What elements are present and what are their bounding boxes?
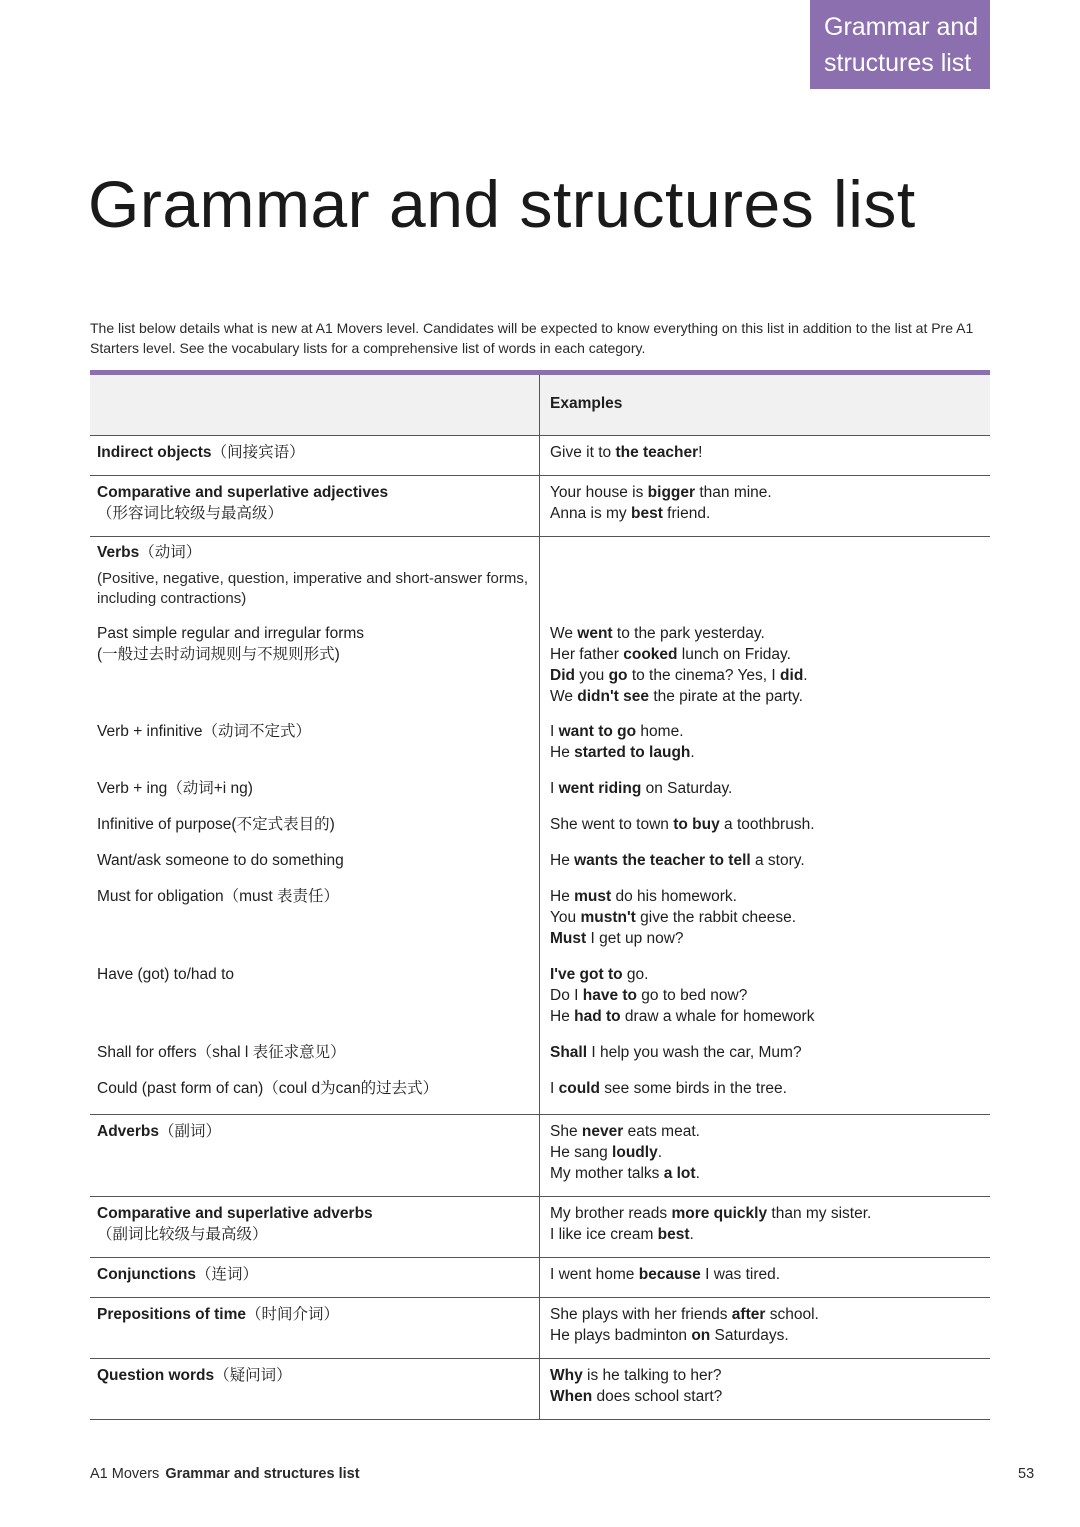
- bold-text: had to: [574, 1008, 621, 1025]
- bold-text: after: [731, 1306, 766, 1323]
- table-row: [90, 537, 990, 569]
- example-line: [550, 850, 990, 871]
- structure-line: [97, 886, 539, 907]
- structure-line: [97, 814, 539, 835]
- text-run: He: [550, 888, 575, 905]
- text-run: Shall for offers（shal l 表征求意见）: [97, 1044, 346, 1061]
- header-left-cell: [90, 375, 540, 435]
- text-run: Your house is: [550, 484, 648, 501]
- text-run: I: [550, 1080, 559, 1097]
- bold-text: Prepositions of time: [97, 1306, 246, 1323]
- structure-line: [97, 623, 539, 644]
- bold-text: Indirect objects: [97, 444, 212, 461]
- structure-cell: [90, 964, 540, 1042]
- structure-line: [97, 442, 539, 463]
- text-run: Verb + ing（动词+i ng): [97, 780, 253, 797]
- text-run: I went home: [550, 1266, 639, 1283]
- table-row: [90, 886, 990, 964]
- example-cell: [540, 964, 990, 1042]
- structure-line: [97, 721, 539, 742]
- structure-line: [97, 1042, 539, 1063]
- text-run: I: [550, 723, 559, 740]
- table-row: [90, 623, 990, 721]
- text-run: She: [550, 1123, 582, 1140]
- text-run: to the cinema? Yes, I: [627, 667, 781, 684]
- table-row: [90, 1258, 990, 1297]
- bold-text: Comparative and superlative adjectives: [97, 484, 389, 501]
- text-run: a toothbrush.: [719, 816, 815, 833]
- text-run: Do I: [550, 987, 583, 1004]
- text-run: He: [550, 744, 575, 761]
- example-cell: [540, 1197, 990, 1257]
- example-cell: [540, 1078, 990, 1114]
- example-cell: [540, 476, 990, 536]
- table-section: [90, 1115, 990, 1197]
- bold-text: a lot: [663, 1165, 696, 1182]
- structure-cell: [90, 886, 540, 964]
- example-line: [550, 886, 990, 907]
- text-run: （连词）: [196, 1266, 259, 1283]
- example-line: [550, 1121, 990, 1142]
- table-section: [90, 1298, 990, 1359]
- bold-text: Comparative and superlative adverbs: [97, 1205, 373, 1222]
- table-section: [90, 1359, 990, 1419]
- text-run: do his homework.: [611, 888, 737, 905]
- text-run: .: [690, 744, 695, 761]
- text-run: Her father: [550, 646, 624, 663]
- bold-text: could: [558, 1080, 600, 1097]
- text-run: He: [550, 1008, 575, 1025]
- text-run: Saturdays.: [710, 1327, 789, 1344]
- bold-text: to buy: [673, 816, 720, 833]
- text-run: .: [689, 1226, 694, 1243]
- bold-text: mustn't: [580, 909, 636, 926]
- footer-level: A1 Movers: [90, 1466, 160, 1482]
- text-run: .: [695, 1165, 700, 1182]
- footer: [90, 1466, 360, 1482]
- text-run: My brother reads: [550, 1205, 672, 1222]
- text-run: （形容词比较级与最高级）: [97, 505, 284, 522]
- table-row: [90, 569, 990, 623]
- example-line: [550, 778, 990, 799]
- example-line: [550, 503, 990, 524]
- table-row: [90, 1078, 990, 1114]
- table-row: [90, 721, 990, 778]
- text-run: school.: [765, 1306, 819, 1323]
- structure-cell: [90, 778, 540, 814]
- bold-text: Why: [550, 1367, 583, 1384]
- structure-cell: [90, 1359, 540, 1419]
- text-run: She plays with her friends: [550, 1306, 732, 1323]
- text-run: you: [574, 667, 609, 684]
- example-line: [550, 686, 990, 707]
- structure-line: [97, 850, 539, 871]
- example-line: [550, 985, 990, 1006]
- example-line: [550, 1325, 990, 1346]
- text-run: I was tired.: [700, 1266, 781, 1283]
- structure-cell: [90, 1258, 540, 1297]
- text-run: （动词）: [139, 544, 202, 561]
- structure-cell: [90, 436, 540, 475]
- example-line: [550, 964, 990, 985]
- text-run: (一般过去时动词规则与不规则形式): [97, 646, 340, 663]
- text-run: friend.: [662, 505, 711, 522]
- text-run: Anna is my: [550, 505, 631, 522]
- text-run: I: [550, 780, 559, 797]
- header-examples: Examples: [550, 395, 623, 412]
- table-section: [90, 537, 990, 1115]
- example-line: [550, 1006, 990, 1027]
- text-run: （副词比较级与最高级）: [97, 1226, 268, 1243]
- table-row: [90, 1115, 990, 1196]
- structure-cell: [90, 476, 540, 536]
- text-run: He plays badminton: [550, 1327, 692, 1344]
- text-run: She went to town: [550, 816, 674, 833]
- table-section: [90, 1258, 990, 1298]
- table-row: [90, 778, 990, 814]
- example-line: [550, 742, 990, 763]
- structure-cell: [90, 537, 540, 569]
- example-line: [550, 623, 990, 644]
- structure-line: [97, 1121, 539, 1142]
- bold-text: Adverbs: [97, 1123, 160, 1140]
- text-run: !: [698, 444, 703, 461]
- bold-text: cooked: [623, 646, 678, 663]
- section-tab: [810, 0, 990, 89]
- section-tab-line1: Grammar and: [824, 13, 979, 41]
- bold-text: Conjunctions: [97, 1266, 197, 1283]
- structure-cell: [90, 1298, 540, 1358]
- example-line: [550, 665, 990, 686]
- table-body: [90, 436, 990, 1419]
- example-line: [550, 721, 990, 742]
- text-run: .: [803, 667, 808, 684]
- bold-text: Did: [550, 667, 575, 684]
- bold-text: I've got to: [550, 966, 623, 983]
- intro-paragraph: The list below details what is new at A1 Movers level. Candidates will be expected to know everything on this list in addition to the list at Pre A1 Starters level. See the vocabulary lists for a comprehensive list of words in each category.: [90, 320, 974, 356]
- bold-text: go: [608, 667, 628, 684]
- bold-text: When: [550, 1388, 593, 1405]
- example-line: [550, 1078, 990, 1099]
- footer-title: Grammar and structures list: [165, 1466, 360, 1482]
- example-line: [550, 1264, 990, 1285]
- text-run: go.: [622, 966, 649, 983]
- table-row: [90, 1359, 990, 1419]
- structure-line: [97, 482, 539, 503]
- structure-cell: [90, 814, 540, 850]
- example-line: [550, 1203, 990, 1224]
- bold-text: best: [657, 1226, 690, 1243]
- structure-line: [97, 1365, 539, 1386]
- bold-text: never: [581, 1123, 624, 1140]
- example-line: [550, 1386, 990, 1407]
- example-cell: [540, 778, 990, 814]
- structure-line: [97, 1304, 539, 1325]
- table-row: [90, 1197, 990, 1257]
- text-run: draw a whale for homework: [620, 1008, 815, 1025]
- text-run: Could (past form of can)（coul d为can的过去式）: [97, 1080, 439, 1097]
- structure-line: [97, 542, 539, 563]
- bold-text: Shall: [550, 1044, 588, 1061]
- text-run: does school start?: [592, 1388, 723, 1405]
- structure-line: [97, 1224, 539, 1245]
- structure-cell: [90, 850, 540, 886]
- structure-line: [97, 1078, 539, 1099]
- bold-text: Question words: [97, 1367, 215, 1384]
- text-run: I like ice cream: [550, 1226, 658, 1243]
- text-run: We: [550, 688, 578, 705]
- text-run: Want/ask someone to do something: [97, 852, 344, 869]
- example-line: [550, 1142, 990, 1163]
- structure-line: [97, 644, 539, 665]
- text-run: on Saturday.: [641, 780, 733, 797]
- bold-text: wants the teacher to tell: [574, 852, 751, 869]
- example-cell: [540, 1042, 990, 1078]
- example-cell: [540, 1298, 990, 1358]
- text-run: He: [550, 852, 575, 869]
- structure-line: [97, 964, 539, 985]
- text-run: （疑问词）: [214, 1367, 292, 1384]
- example-cell: [540, 569, 990, 623]
- text-run: to the park yesterday.: [612, 625, 765, 642]
- bold-text: started to laugh: [574, 744, 691, 761]
- example-line: [550, 928, 990, 949]
- structure-line: [97, 1203, 539, 1224]
- example-line: [550, 814, 990, 835]
- bold-text: went riding: [558, 780, 642, 797]
- text-run: than my sister.: [767, 1205, 872, 1222]
- text-run: He sang: [550, 1144, 613, 1161]
- bold-text: loudly: [612, 1144, 658, 1161]
- table-row: [90, 964, 990, 1042]
- example-cell: [540, 1115, 990, 1196]
- example-cell: [540, 436, 990, 475]
- structure-cell: [90, 623, 540, 721]
- table-row: [90, 476, 990, 536]
- text-run: give the rabbit cheese.: [635, 909, 797, 926]
- page-title: Grammar and structures list: [88, 167, 916, 241]
- text-run: I get up now?: [586, 930, 684, 947]
- structure-line: [97, 503, 539, 524]
- text-run: the pirate at the party.: [649, 688, 803, 705]
- text-run: go to bed now?: [637, 987, 748, 1004]
- text-run: We: [550, 625, 578, 642]
- text-run: Past simple regular and irregular forms: [97, 625, 365, 642]
- text-run: home.: [636, 723, 684, 740]
- section-tab-line2: structures list: [824, 49, 972, 77]
- bold-text: have to: [582, 987, 637, 1004]
- bold-text: want to go: [558, 723, 637, 740]
- example-line: [550, 907, 990, 928]
- structure-cell: [90, 569, 540, 623]
- example-line: [550, 644, 990, 665]
- bold-text: the teacher: [615, 444, 699, 461]
- table-section: [90, 436, 990, 476]
- bold-text: more quickly: [671, 1205, 768, 1222]
- text-run: Have (got) to/had to: [97, 966, 234, 983]
- example-cell: [540, 537, 990, 569]
- table-row: [90, 436, 990, 475]
- text-run: Must for obligation（must 表责任）: [97, 888, 340, 905]
- example-line: [550, 1163, 990, 1184]
- text-run: You: [550, 909, 581, 926]
- bold-text: went: [577, 625, 613, 642]
- example-line: [550, 482, 990, 503]
- example-cell: [540, 886, 990, 964]
- text-run: Verb + infinitive（动词不定式）: [97, 723, 312, 740]
- bold-text: bigger: [647, 484, 696, 501]
- table-row: [90, 814, 990, 850]
- text-run: than mine.: [695, 484, 772, 501]
- table-row: [90, 850, 990, 886]
- text-run: My mother talks: [550, 1165, 664, 1182]
- bold-text: did: [780, 667, 804, 684]
- example-line: [550, 1224, 990, 1245]
- text-run: （时间介词）: [246, 1306, 340, 1323]
- structure-cell: [90, 1197, 540, 1257]
- table-section: [90, 476, 990, 537]
- table-row: [90, 1042, 990, 1078]
- example-cell: [540, 721, 990, 778]
- table-row: [90, 1298, 990, 1358]
- example-line: [550, 1042, 990, 1063]
- bold-text: on: [691, 1327, 711, 1344]
- text-run: eats meat.: [623, 1123, 700, 1140]
- example-line: [550, 1304, 990, 1325]
- bold-text: must: [574, 888, 612, 905]
- bold-text: Must: [550, 930, 587, 947]
- structure-cell: [90, 1078, 540, 1114]
- text-run: is he talking to her?: [582, 1367, 722, 1384]
- example-cell: [540, 850, 990, 886]
- table-section: [90, 1197, 990, 1258]
- text-run: a story.: [750, 852, 805, 869]
- table-header: [90, 375, 990, 436]
- structure-cell: [90, 1042, 540, 1078]
- example-line: [550, 442, 990, 463]
- example-cell: [540, 623, 990, 721]
- structure-line: [97, 778, 539, 799]
- bold-text: Verbs: [97, 544, 140, 561]
- grammar-table: [90, 375, 990, 1420]
- example-cell: [540, 814, 990, 850]
- bold-text: because: [638, 1266, 701, 1283]
- structure-cell: [90, 1115, 540, 1196]
- text-run: Give it to: [550, 444, 616, 461]
- text-run: .: [657, 1144, 662, 1161]
- structure-note: (Positive, negative, question, imperative and short-answer forms, including contractions): [97, 570, 529, 607]
- text-run: Infinitive of purpose(不定式表目的): [97, 816, 335, 833]
- example-line: [550, 1365, 990, 1386]
- text-run: （副词）: [159, 1123, 222, 1140]
- structure-line: [97, 1264, 539, 1285]
- example-cell: [540, 1359, 990, 1419]
- text-run: I help you wash the car, Mum?: [587, 1044, 802, 1061]
- structure-cell: [90, 721, 540, 778]
- bold-text: didn't see: [577, 688, 650, 705]
- page-number: 53: [1018, 1466, 1035, 1482]
- example-cell: [540, 1258, 990, 1297]
- bold-text: best: [630, 505, 663, 522]
- text-run: lunch on Friday.: [677, 646, 791, 663]
- text-run: see some birds in the tree.: [599, 1080, 787, 1097]
- text-run: （间接宾语）: [211, 444, 305, 461]
